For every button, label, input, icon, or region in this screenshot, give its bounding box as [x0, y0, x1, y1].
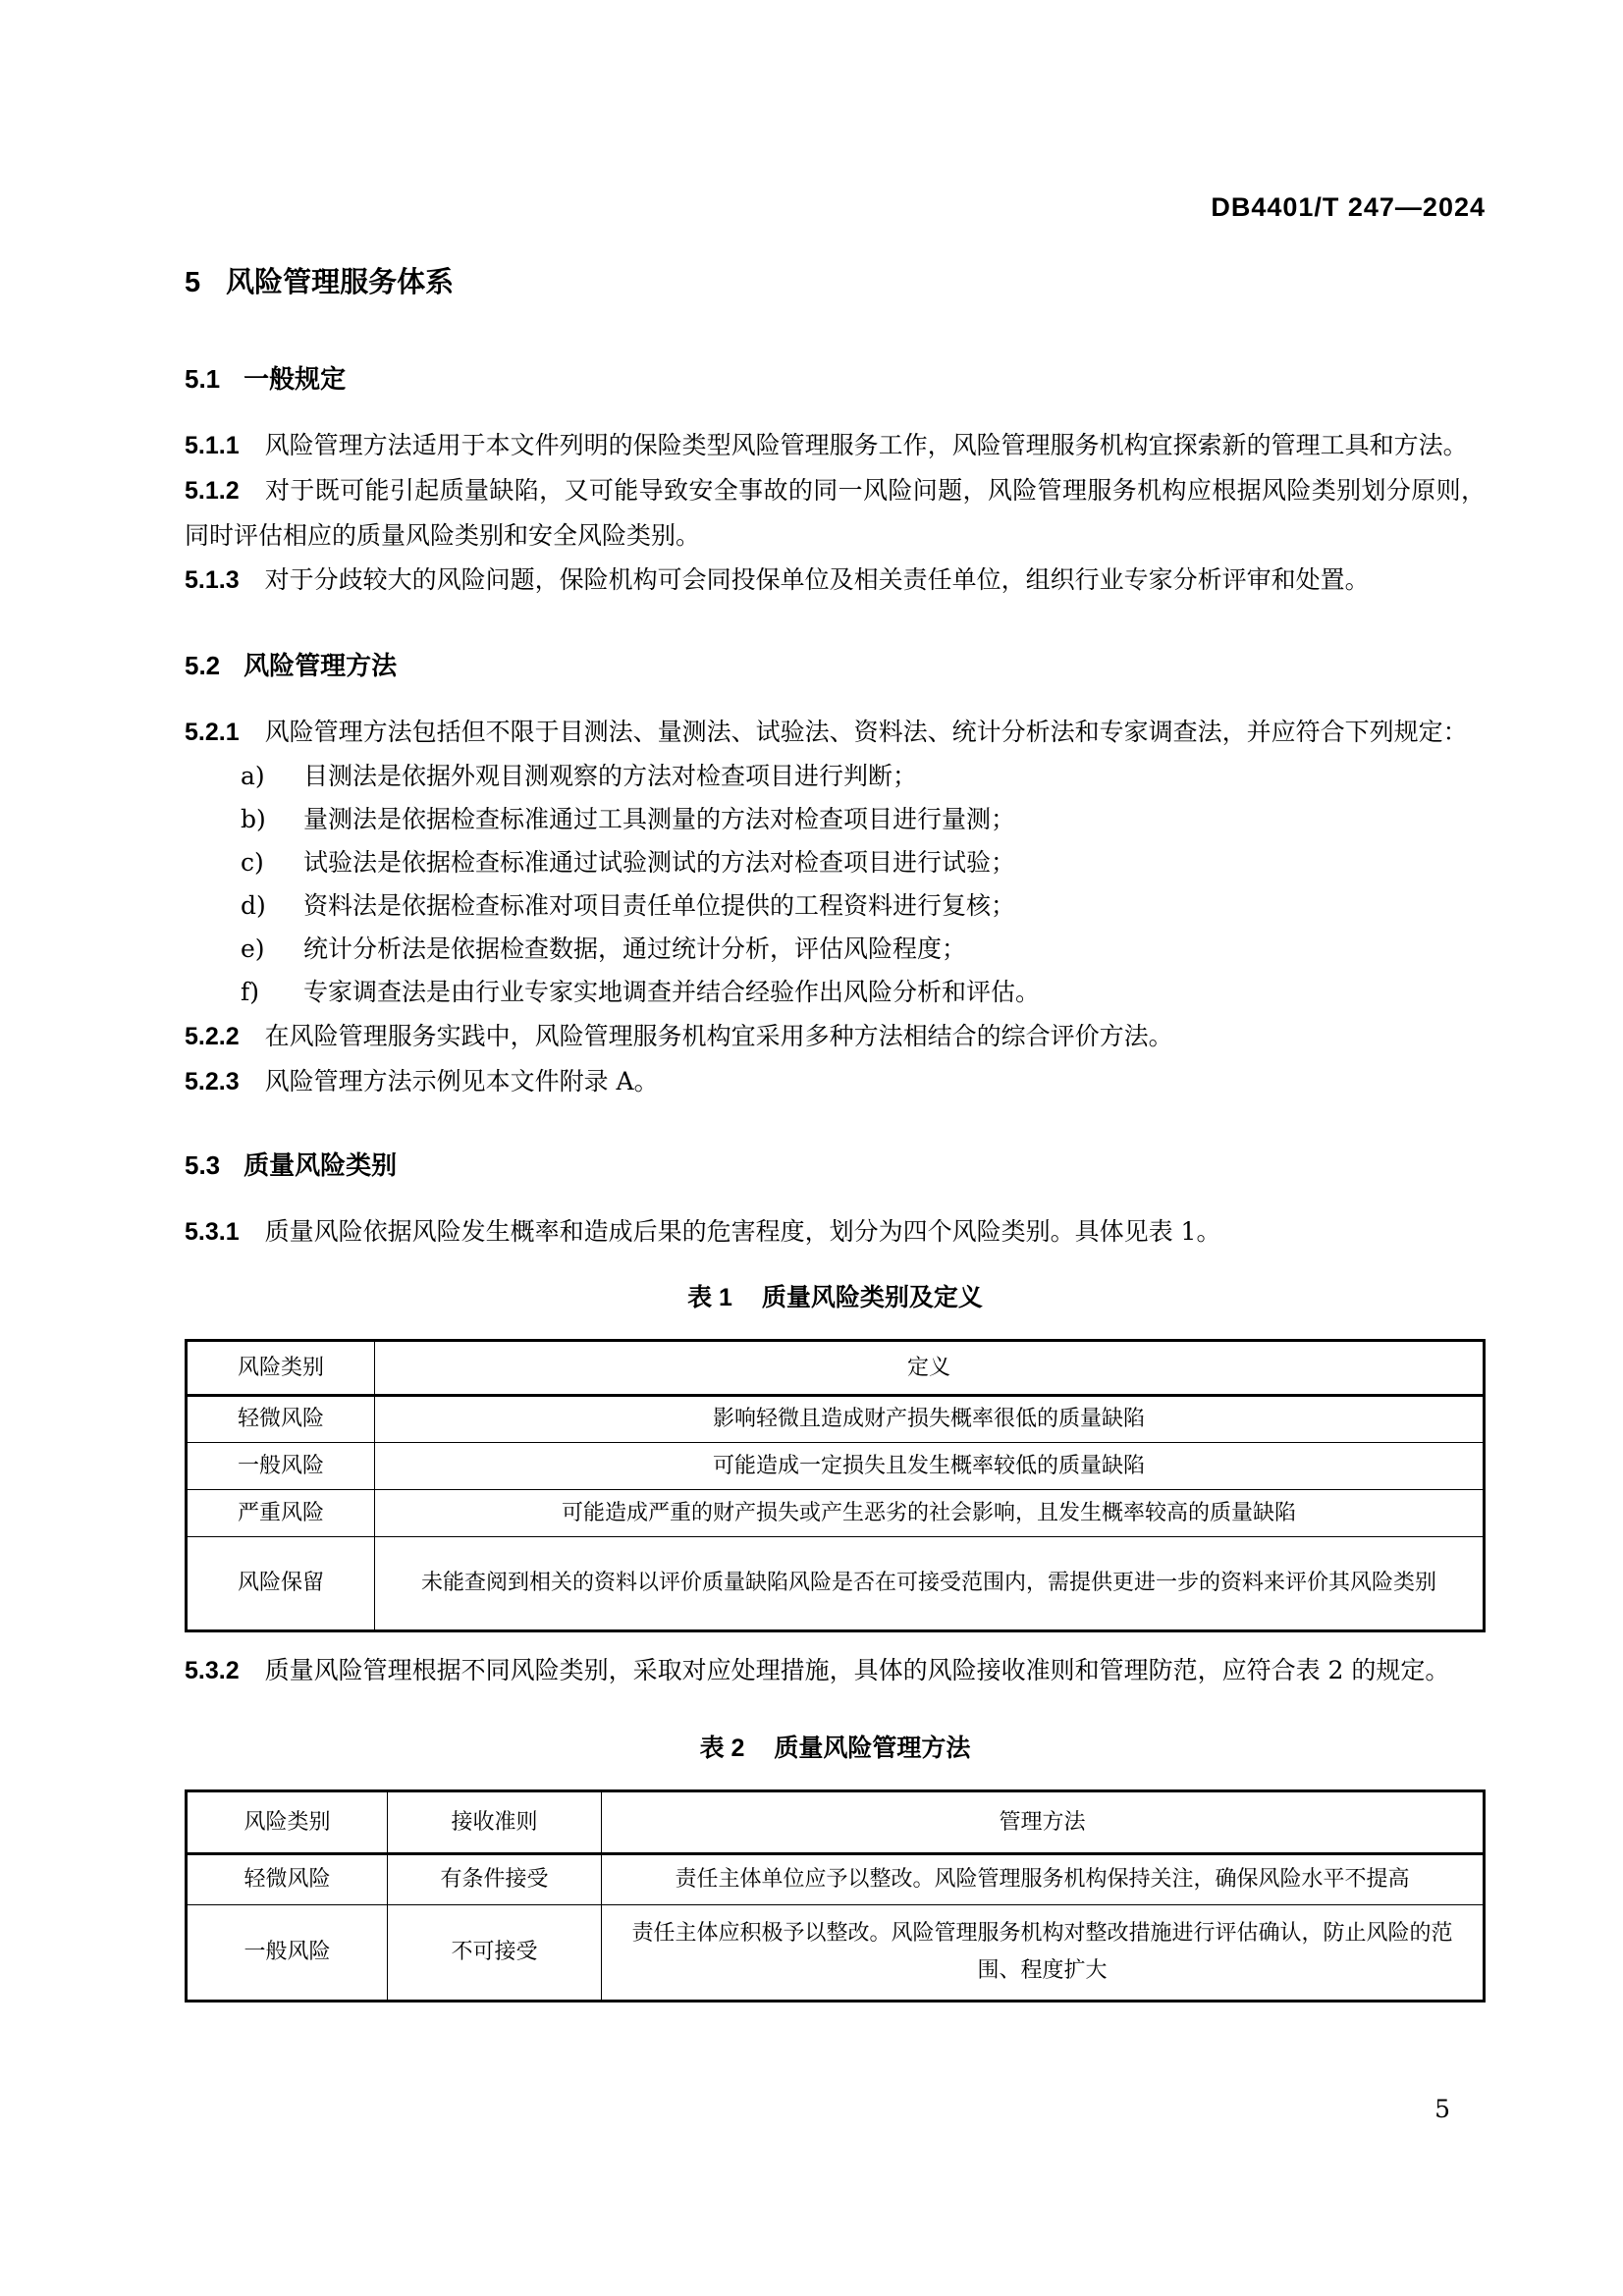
list-item-label: c): [241, 848, 264, 877]
clause-number: 5.1.3: [185, 566, 240, 594]
list-item: [185, 928, 1486, 971]
table-row: [187, 1905, 1485, 2002]
list-item-label: d): [241, 891, 266, 920]
table-cell: 不可接受: [388, 1905, 602, 2002]
clause-5-3-2: [185, 1648, 1486, 1693]
list-item-text: 专家调查法是由行业专家实地调查并结合经验作出风险分析和评估。: [303, 978, 1041, 1006]
table-header-cell: 风险类别: [187, 1791, 388, 1854]
clause-number: 5.3.1: [185, 1218, 240, 1246]
table-2-caption: [185, 1729, 1486, 1764]
clause-text: 风险管理方法适用于本文件列明的保险类型风险管理服务工作，风险管理服务机构宜探索新的管理工具和方法。: [264, 431, 1468, 459]
page-number: 5: [1434, 2095, 1450, 2123]
table-header-cell: 风险类别: [187, 1341, 375, 1396]
list-item-text: 量测法是依据检查标准通过工具测量的方法对检查项目进行量测；: [303, 805, 1016, 833]
clause-text: 质量风险依据风险发生概率和造成后果的危害程度，划分为四个风险类别。具体见表 1。: [264, 1217, 1221, 1246]
clause-5-1-2: [185, 468, 1486, 558]
list-item-text: 统计分析法是依据检查数据，通过统计分析，评估风险程度；: [303, 934, 967, 963]
table-cell: 责任主体单位应予以整改。风险管理服务机构保持关注，确保风险水平不提高: [602, 1854, 1485, 1905]
table-2: [185, 1789, 1486, 2002]
clause-5-2-2: [185, 1014, 1486, 1059]
list-item-text: 资料法是依据检查标准对项目责任单位提供的工程资料进行复核；: [303, 891, 1016, 920]
clause-text: 对于分歧较大的风险问题，保险机构可会同投保单位及相关责任单位，组织行业专家分析评审和处置。: [264, 565, 1370, 594]
section-title: 风险管理方法: [243, 651, 398, 680]
clause-text: 对于既可能引起质量缺陷，又可能导致安全事故的同一风险问题，风险管理服务机构应根据风险类别划分原则，同时评估相应的质量风险类别和安全风险类别。: [185, 476, 1486, 550]
table-row: [187, 1443, 1485, 1490]
list-item: [185, 884, 1486, 928]
section-number: 5.1: [185, 364, 221, 394]
doc-number: DB4401/T 247—2024: [1211, 192, 1486, 222]
clause-5-3-1: [185, 1209, 1486, 1255]
clause-number: 5.3.2: [185, 1657, 240, 1684]
table-cell: 可能造成严重的财产损失或产生恶劣的社会影响，且发生概率较高的质量缺陷: [375, 1490, 1485, 1537]
list-item-label: a): [241, 762, 265, 790]
table-header-cell: 定义: [375, 1341, 1485, 1396]
doc-header: [185, 0, 1486, 223]
list-item-text: 目测法是依据外观目测观察的方法对检查项目进行判断；: [303, 762, 918, 790]
table-row: [187, 1490, 1485, 1537]
table-cell: 轻微风险: [187, 1854, 388, 1905]
table-row: [187, 1537, 1485, 1631]
table-cell: 影响轻微且造成财产损失概率很低的质量缺陷: [375, 1396, 1485, 1443]
table-row: [187, 1396, 1485, 1443]
list-item: [185, 798, 1486, 841]
table-1: [185, 1339, 1486, 1632]
clause-text: 风险管理方法包括但不限于目测法、量测法、试验法、资料法、统计分析法和专家调查法，并应符合下列规定：: [264, 718, 1468, 746]
table-caption-title: 质量风险类别及定义: [761, 1284, 983, 1311]
section-heading-5-3: [185, 1146, 1486, 1182]
table-header-row: [187, 1791, 1485, 1854]
list-item: [185, 841, 1486, 884]
table-row: [187, 1854, 1485, 1905]
table-caption-label: 表 1: [687, 1284, 732, 1311]
list-item-label: f): [241, 978, 260, 1006]
clause-5-1-3: [185, 558, 1486, 603]
chapter-number: 5: [185, 267, 201, 298]
list-item-label: e): [241, 934, 265, 963]
table-cell: 一般风险: [187, 1905, 388, 2002]
table-caption-label: 表 2: [699, 1735, 745, 1762]
section-number: 5.2: [185, 651, 221, 680]
list-item: [185, 971, 1486, 1014]
table-1-caption: [185, 1278, 1486, 1313]
table-cell: 未能查阅到相关的资料以评价质量缺陷风险是否在可接受范围内，需提供更进一步的资料来评价其风险类别: [375, 1537, 1485, 1631]
table-cell: 有条件接受: [388, 1854, 602, 1905]
table-header-cell: 接收准则: [388, 1791, 602, 1854]
clause-text: 质量风险管理根据不同风险类别，采取对应处理措施，具体的风险接收准则和管理防范，应符合表 2 的规定。: [264, 1656, 1450, 1684]
clause-number: 5.1.2: [185, 477, 240, 505]
clause-number: 5.2.1: [185, 719, 240, 746]
clause-number: 5.2.2: [185, 1023, 240, 1050]
clause-5-2-3: [185, 1059, 1486, 1104]
list-item-label: b): [241, 805, 266, 833]
table-cell: 严重风险: [187, 1490, 375, 1537]
table-cell: 责任主体应积极予以整改。风险管理服务机构对整改措施进行评估确认，防止风险的范围、程度扩大: [602, 1905, 1485, 2002]
ordered-letter-list: [185, 755, 1486, 1014]
list-item-text: 试验法是依据检查标准通过试验测试的方法对检查项目进行试验；: [303, 848, 1016, 877]
clause-number: 5.1.1: [185, 432, 240, 459]
clause-text: 风险管理方法示例见本文件附录 A。: [264, 1067, 659, 1095]
table-cell: 可能造成一定损失且发生概率较低的质量缺陷: [375, 1443, 1485, 1490]
section-title: 质量风险类别: [243, 1150, 398, 1180]
clause-number: 5.2.3: [185, 1068, 240, 1095]
clause-text: 在风险管理服务实践中，风险管理服务机构宜采用多种方法相结合的综合评价方法。: [264, 1022, 1173, 1050]
table-caption-title: 质量风险管理方法: [774, 1735, 971, 1762]
clause-5-2-1: [185, 710, 1486, 755]
table-cell: 一般风险: [187, 1443, 375, 1490]
table-cell: 轻微风险: [187, 1396, 375, 1443]
list-item: [185, 755, 1486, 798]
section-number: 5.3: [185, 1150, 221, 1180]
section-title: 一般规定: [243, 364, 347, 394]
section-heading-5-2: [185, 646, 1486, 682]
table-header-cell: 管理方法: [602, 1791, 1485, 1854]
table-header-row: [187, 1341, 1485, 1396]
chapter-heading: [185, 260, 1486, 300]
table-cell: 风险保留: [187, 1537, 375, 1631]
clause-5-1-1: [185, 423, 1486, 468]
page-content: [185, 0, 1486, 2002]
chapter-title: 风险管理服务体系: [226, 267, 455, 298]
section-heading-5-1: [185, 359, 1486, 396]
